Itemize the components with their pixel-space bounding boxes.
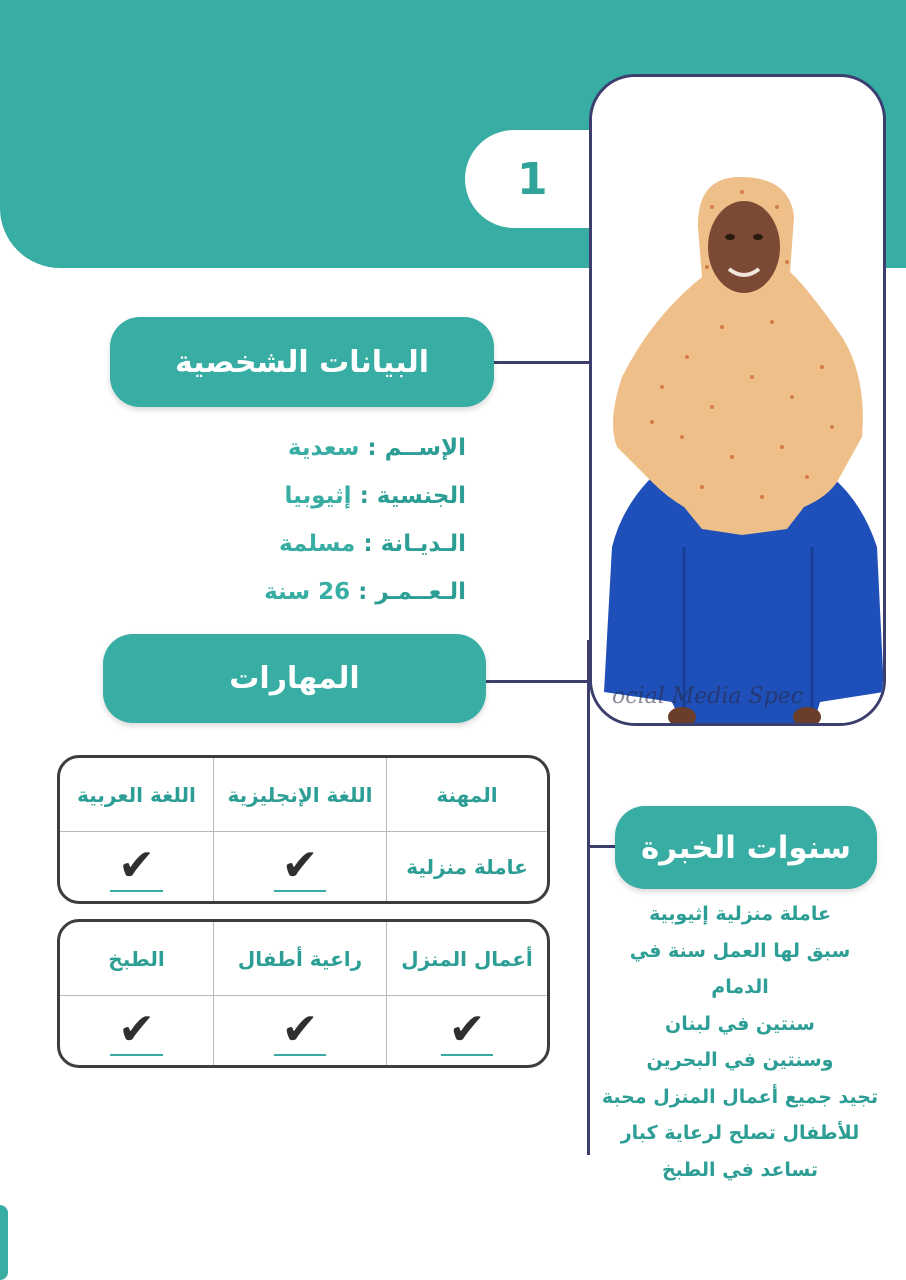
info-religion	[279, 531, 466, 557]
table2-housework-check	[386, 996, 547, 1065]
skills-table-1	[57, 755, 550, 904]
info-religion-label: الـديـانة :	[363, 531, 466, 557]
experience-line: وسنتين في البحرين	[646, 1049, 834, 1071]
table1-header-arabic: اللغة العربية	[60, 758, 213, 832]
table1-english-check	[213, 832, 386, 901]
experience-line: سبق لها العمل سنة في	[629, 939, 851, 962]
connector-skills	[485, 680, 589, 683]
experience-line: للأطفال تصلح لرعاية كبار	[620, 1122, 860, 1144]
info-name-value: سعدية	[287, 435, 360, 461]
check-icon: ✔	[110, 1006, 163, 1056]
photo-watermark: ocial Media Spec	[612, 684, 804, 709]
connector-personal	[492, 361, 589, 364]
table1-header-english: اللغة الإنجليزية	[213, 758, 386, 832]
experience-description	[590, 896, 890, 1188]
table2-cooking-check	[60, 996, 213, 1065]
check-icon: ✔	[274, 842, 327, 892]
experience-line: تساعد في الطبخ	[661, 1158, 819, 1181]
info-religion-value: مسلمة	[278, 531, 356, 557]
table1-header-profession: المهنة	[386, 758, 547, 832]
table2-header-cooking: الطبخ	[60, 922, 213, 996]
profile-photo	[592, 77, 886, 726]
experience-line: عاملة منزلية إثيوبية	[649, 903, 831, 925]
skills-table-2	[57, 919, 550, 1068]
check-icon: ✔	[110, 842, 163, 892]
experience-line: سنتين في لبنان	[665, 1012, 815, 1035]
card-number: 1	[465, 130, 665, 228]
table1-profession-value: عاملة منزلية	[386, 832, 547, 901]
personal-info-title: البيانات الشخصية	[110, 317, 494, 407]
info-name	[288, 435, 466, 461]
info-age-value: 26 سنة	[264, 579, 351, 605]
info-nationality	[285, 483, 466, 509]
experience-line: تجيد جميع أعمال المنزل محبة	[601, 1085, 879, 1108]
table2-childcare-check	[213, 996, 386, 1065]
skills-title: المهارات	[103, 634, 486, 723]
info-nationality-value: إثيوبيا	[284, 483, 352, 509]
info-nationality-label: الجنسية :	[359, 483, 466, 509]
experience-title: سنوات الخبرة	[615, 806, 877, 889]
check-icon: ✔	[274, 1006, 327, 1056]
profile-photo-frame	[589, 74, 886, 726]
info-age	[264, 579, 466, 605]
table2-header-childcare: راعية أطفال	[213, 922, 386, 996]
table2-header-housework: أعمال المنزل	[386, 922, 547, 996]
experience-line: الدمام	[711, 976, 769, 998]
info-age-label: الـعــمـر :	[358, 579, 466, 605]
connector-experience	[589, 845, 616, 848]
table1-arabic-check	[60, 832, 213, 901]
check-icon: ✔	[441, 1006, 494, 1056]
info-name-label: الإســم :	[367, 435, 466, 461]
corner-decoration	[0, 1205, 8, 1280]
